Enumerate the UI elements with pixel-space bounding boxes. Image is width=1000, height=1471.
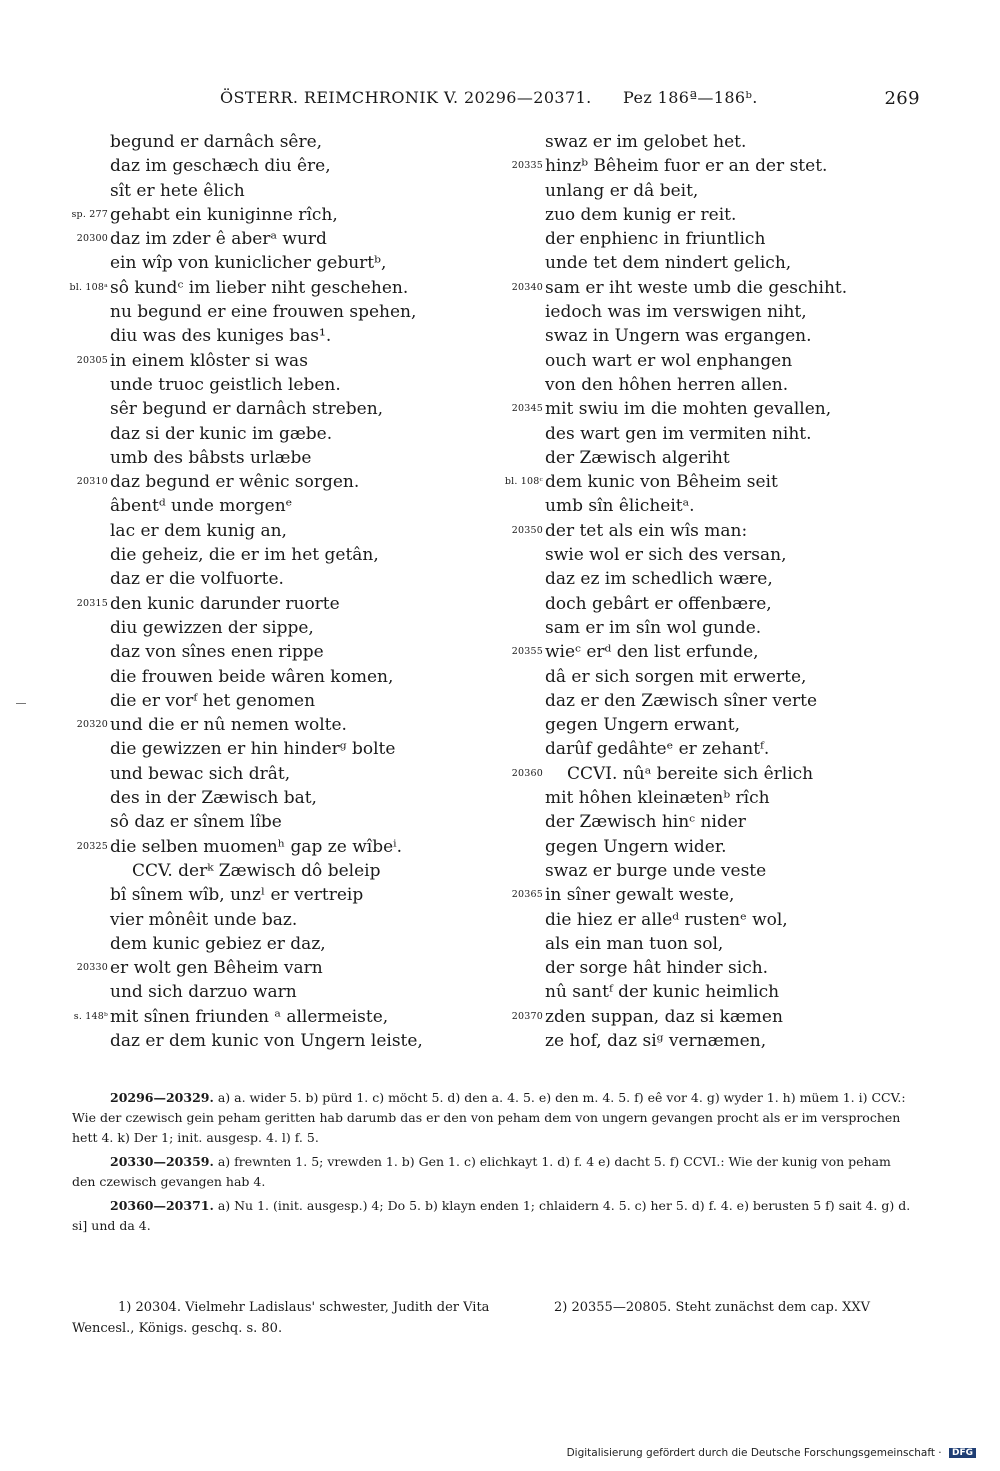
footnote-1: 1) 20304. Vielmehr Ladislaus' schwester, Judith der Vita Wencesl., Königs. geschq. s. 80.: [72, 1300, 490, 1336]
verse-line: [545, 665, 925, 689]
verse-line: [545, 130, 925, 154]
verse-text: CCV. derᵏ Zæwisch dô beleip: [132, 860, 381, 881]
verse-text: begund er darnâch sêre,: [110, 132, 323, 152]
verse-line: [73, 1005, 490, 1029]
line-number: 20310: [76, 476, 108, 488]
verse-line: [545, 786, 925, 810]
verse-line: [545, 349, 925, 373]
verse-line: [511, 397, 925, 421]
verse-line: [110, 494, 490, 518]
verse-text: daz si der kunic im gæbe.: [110, 423, 333, 444]
verse-text: unde truoc geistlich leben.: [110, 374, 341, 395]
verse-line: [545, 616, 925, 640]
line-number: 20325: [76, 840, 108, 852]
verse-text: daz im geschæch diu êre,: [110, 156, 331, 177]
apparatus-range: 20360—20371.: [110, 1198, 214, 1213]
verse-text: die selben muomenʰ gap ze wîbeⁱ.: [110, 836, 402, 857]
verse-line: [69, 276, 490, 300]
verse-text: daz er dem kunic von Ungern leiste,: [110, 1030, 423, 1051]
verse-text: die hiez er alleᵈ rustenᵉ wol,: [545, 909, 788, 930]
apparatus-range: 20296—20329.: [110, 1090, 214, 1105]
verse-text: iedoch was im verswigen niht,: [545, 302, 807, 323]
line-number: 20355: [511, 646, 543, 658]
verse-line: [110, 373, 490, 397]
verse-line: [545, 689, 925, 713]
verse-text: der sorge hât hinder sich.: [545, 958, 769, 979]
verse-text: nû santᶠ der kunic heimlich: [545, 982, 780, 1003]
verse-text: des in der Zæwisch bat,: [110, 788, 317, 809]
verse-text: dâ er sich sorgen mit erwerte,: [545, 666, 807, 687]
line-number: sp. 277: [71, 208, 108, 220]
verse-line: [545, 810, 925, 834]
line-number: 20345: [511, 403, 543, 415]
verse-text: mit swiu im die mohten gevallen,: [545, 399, 832, 420]
verse-line: [545, 859, 925, 883]
verse-line: [545, 494, 925, 518]
margin-mark: [16, 703, 26, 704]
verse-text: daz begund er wênic sorgen.: [110, 472, 360, 493]
verse-line: [110, 519, 490, 543]
verse-text: in einem klôster si was: [110, 350, 308, 371]
verse-line: [545, 713, 925, 737]
apparatus-block: [72, 1196, 918, 1236]
verse-text: die geheiz, die er im het getân,: [110, 545, 379, 566]
verse-line: [511, 883, 925, 907]
verse-text: und bewac sich drât,: [110, 763, 291, 784]
verse-line: [110, 251, 490, 275]
verse-line: [110, 737, 490, 761]
verse-text: als ein man tuon sol,: [545, 933, 724, 954]
verse-text: ouch wart er wol enphangen: [545, 350, 793, 371]
verse-text: swaz er im gelobet het.: [545, 132, 747, 152]
verse-line: [545, 300, 925, 324]
verse-line: [504, 470, 925, 494]
verse-text: lac er dem kunig an,: [110, 520, 287, 541]
line-number: 20350: [511, 524, 543, 536]
line-number: bl. 108ᶜ: [504, 476, 543, 488]
verse-line: [545, 592, 925, 616]
verse-line: [110, 762, 490, 786]
verse-line: [110, 397, 490, 421]
footnotes: [72, 1297, 918, 1339]
verse-text: sam er im sîn wol gunde.: [545, 617, 762, 638]
left-verse-column: [69, 130, 490, 1053]
apparatus-text: a) Nu 1. (init. ausgesp.) 4; Do 5. b) klayn enden 1; chlaidern 4. 5. c) her 5. d) f. 4. e) berusten 5 f) sait 4. g) d. si] und da 4.: [72, 1198, 911, 1233]
verse-text: gehabt ein kuniginne rîch,: [110, 204, 338, 225]
line-number: 20360: [511, 767, 543, 779]
verse-line: [110, 616, 490, 640]
source-reference: Pez 186ª—186ᵇ.: [623, 88, 758, 107]
verse-text: sam er iht weste umb die geschiht.: [545, 277, 848, 298]
verse-text: âbentᵈ unde morgenᵉ: [110, 496, 293, 517]
verse-line: [545, 251, 925, 275]
verse-line: [545, 737, 925, 761]
verse-line: [511, 519, 925, 543]
verse-line: [110, 689, 490, 713]
verse-line: [545, 373, 925, 397]
verse-line: [110, 543, 490, 567]
verse-line: [545, 324, 925, 348]
verse-text: umb des bâbsts urlæbe: [110, 447, 312, 468]
verse-text: die frouwen beide wâren komen,: [110, 666, 394, 687]
verse-text: er wolt gen Bêheim varn: [110, 958, 323, 979]
verse-line: [545, 422, 925, 446]
verse-text: swaz in Ungern was ergangen.: [545, 326, 812, 347]
verse-text: zden suppan, daz si kæmen: [545, 1006, 783, 1027]
verse-text: swaz er burge unde veste: [545, 860, 767, 881]
verse-line: [110, 883, 490, 907]
verse-line: [545, 932, 925, 956]
verse-line: [110, 786, 490, 810]
verse-line: [110, 422, 490, 446]
verse-text: ein wîp von kuniclicher geburtᵇ,: [110, 253, 387, 274]
verse-text: unde tet dem nindert gelich,: [545, 253, 792, 274]
verse-line: [76, 349, 490, 373]
verse-text: darûf gedâhteᵉ er zehantᶠ.: [545, 739, 770, 760]
verse-line: [545, 908, 925, 932]
verse-line: [110, 130, 490, 154]
verse-line: [110, 665, 490, 689]
verse-line: [76, 835, 490, 859]
verse-text: der enphienc in friuntlich: [545, 229, 766, 250]
verse-text: daz von sînes enen rippe: [110, 642, 324, 663]
verse-text: mit hôhen kleinætenᵇ rîch: [545, 788, 770, 809]
verse-line: [110, 446, 490, 470]
line-number: 20340: [511, 281, 543, 293]
line-number: 20305: [76, 354, 108, 366]
apparatus-block: [72, 1088, 918, 1148]
verse-line: [110, 980, 490, 1004]
verse-text: zuo dem kunig er reit.: [545, 204, 737, 225]
verse-text: hinzᵇ Bêheim fuor er an der stet.: [545, 156, 828, 177]
line-number: 20370: [511, 1010, 543, 1022]
verse-line: [545, 956, 925, 980]
verse-line: [545, 179, 925, 203]
verse-text: gegen Ungern wider.: [545, 836, 727, 857]
page-number: 269: [884, 88, 920, 109]
funding-footer: [567, 1447, 976, 1459]
verse-line: [511, 640, 925, 664]
verse-line: [545, 980, 925, 1004]
verse-line: [545, 835, 925, 859]
line-number: 20335: [511, 160, 543, 172]
verse-text: doch gebârt er offenbære,: [545, 593, 772, 614]
verse-text: daz er die volfuorte.: [110, 569, 284, 590]
verse-text: sô kundᶜ im lieber niht geschehen.: [110, 277, 409, 298]
verse-text: vier mônêit unde baz.: [110, 909, 298, 930]
line-number: s. 148ᵇ: [73, 1010, 108, 1022]
verse-line: [110, 932, 490, 956]
verse-line: [76, 592, 490, 616]
verse-line: [511, 276, 925, 300]
verse-text: dem kunic gebiez er daz,: [110, 933, 326, 954]
verse-line: [76, 227, 490, 251]
verse-text: der Zæwisch algeriht: [545, 447, 730, 468]
verse-line: [545, 203, 925, 227]
verse-text: des wart gen im vermiten niht.: [545, 423, 812, 444]
verse-line: [110, 567, 490, 591]
verse-line: [110, 300, 490, 324]
verse-line: [110, 859, 490, 883]
right-verse-column: [504, 130, 925, 1053]
verse-text: den kunic darunder ruorte: [110, 593, 340, 614]
line-number: bl. 108ᵃ: [69, 281, 108, 293]
verse-line: [545, 446, 925, 470]
verse-text: swie wol er sich des versan,: [545, 545, 787, 566]
verse-line: [110, 154, 490, 178]
verse-text: daz ez im schedlich wære,: [545, 569, 773, 590]
running-title: ÖSTERR. REIMCHRONIK V. 20296—20371.: [220, 88, 592, 107]
line-number: 20320: [76, 719, 108, 731]
apparatus-text: a) frewnten 1. 5; vrewden 1. b) Gen 1. c) elichkayt 1. d) f. 4 e) dacht 5. f) CCVI.: Wie der kunig von peham den czewisch gevangen hab 4.: [72, 1154, 891, 1189]
verse-text: von den hôhen herren allen.: [545, 374, 789, 395]
verse-line: [71, 203, 490, 227]
verse-line: [110, 908, 490, 932]
line-number: 20365: [511, 889, 543, 901]
verse-line: [76, 713, 490, 737]
verse-line: [110, 810, 490, 834]
line-number: 20330: [76, 962, 108, 974]
apparatus-block: [72, 1152, 918, 1192]
verse-text: sît er hete êlich: [110, 180, 245, 201]
verse-text: der tet als ein wîs man:: [545, 520, 748, 541]
verse-text: dem kunic von Bêheim seit: [545, 472, 778, 493]
verse-text: daz im zder ê aberᵃ wurd: [110, 229, 327, 250]
verse-line: [76, 956, 490, 980]
verse-text: daz er den Zæwisch sîner verte: [545, 690, 818, 711]
verse-text: CCVI. nûᵃ bereite sich êrlich: [567, 763, 814, 784]
verse-line: [511, 154, 925, 178]
verse-line: [545, 567, 925, 591]
verse-text: wieᶜ erᵈ den list erfunde,: [545, 642, 759, 663]
verse-text: und sich darzuo warn: [110, 982, 297, 1003]
page-header: [70, 88, 920, 112]
apparatus-range: 20330—20359.: [110, 1154, 214, 1169]
verse-text: sêr begund er darnâch streben,: [110, 399, 384, 420]
verse-line: [110, 640, 490, 664]
verse-line: [76, 470, 490, 494]
line-number: 20315: [76, 597, 108, 609]
verse-line: [511, 1005, 925, 1029]
verse-text: sô daz er sînem lîbe: [110, 812, 282, 833]
dfg-logo: DFG: [949, 1448, 976, 1458]
verse-line: [110, 1029, 490, 1053]
verse-text: gegen Ungern erwant,: [545, 715, 740, 736]
verse-line: [110, 324, 490, 348]
verse-text: umb sîn êlicheitᵃ.: [545, 496, 695, 517]
verse-line: [545, 227, 925, 251]
verse-text: die er vorᶠ het genomen: [110, 690, 316, 711]
verse-line: [110, 179, 490, 203]
verse-text: und die er nû nemen wolte.: [110, 715, 347, 736]
verse-line: [511, 762, 925, 786]
verse-text: mit sînen friunden ᵃ allermeiste,: [110, 1006, 389, 1027]
verse-text: der Zæwisch hinᶜ nider: [545, 812, 746, 833]
verse-line: [545, 543, 925, 567]
verse-text: unlang er dâ beit,: [545, 180, 699, 201]
line-number: 20300: [76, 233, 108, 245]
verse-text: in sîner gewalt weste,: [545, 885, 735, 906]
funding-text: Digitalisierung gefördert durch die Deutsche Forschungsgemeinschaft ·: [566, 1447, 942, 1459]
verse-text: diu was des kuniges bas¹.: [110, 326, 332, 347]
verse-text: ze hof, daz siᵍ vernæmen,: [545, 1030, 767, 1051]
verse-text: diu gewizzen der sippe,: [110, 617, 314, 638]
footnote-2: 2) 20355—20805. Steht zunächst dem cap. XXV: [554, 1300, 871, 1315]
verse-text: nu begund er eine frouwen spehen,: [110, 302, 417, 323]
apparatus-text: a) a. wider 5. b) pürd 1. c) möcht 5. d) den a. 4. 5. e) den m. 4. 5. f) eê vor 4. g) wyder 1. h) müem 1. i) CCV.: Wie der czewisch gein peham geritten hab darumb das er den von peham dem von ungern gevangen procht als er im versprochen hett 4. k) Der 1; init. ausgesp. 4. l) f. 5.: [72, 1090, 906, 1145]
verse-line: [545, 1029, 925, 1053]
verse-text: die gewizzen er hin hinderᵍ bolte: [110, 739, 396, 760]
apparatus-notes: [72, 1088, 918, 1236]
verse-text: bî sînem wîb, unzˡ er vertreip: [110, 885, 364, 906]
